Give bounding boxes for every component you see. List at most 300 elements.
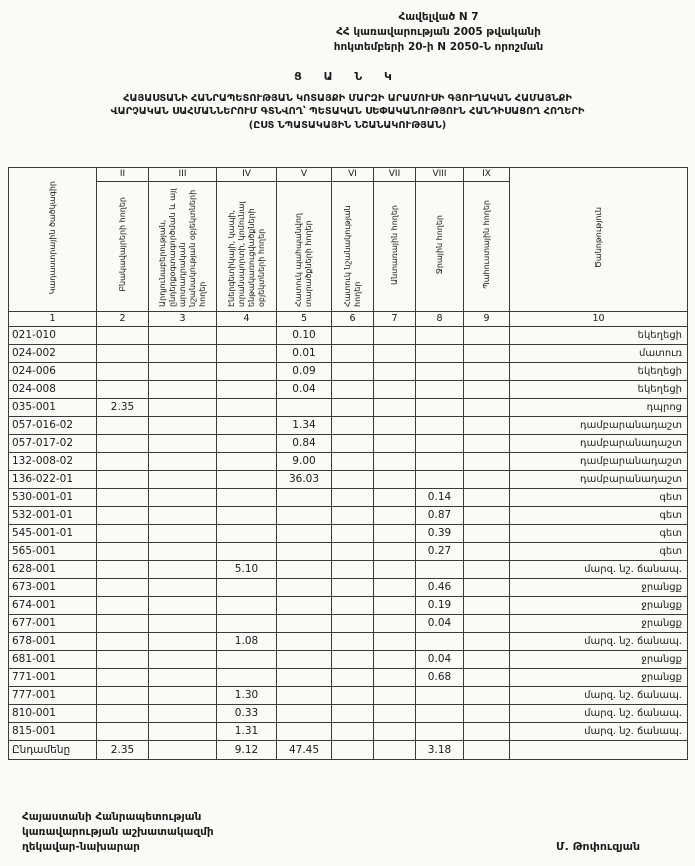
- value-cell-col-2: [97, 434, 149, 452]
- value-cell-col-4: [217, 434, 277, 452]
- value-cell-col-6: [332, 524, 374, 542]
- colnum-2: 2: [97, 311, 149, 326]
- header-residential-lands: [97, 181, 149, 311]
- value-cell-col-8: [416, 398, 464, 416]
- value-cell-col-5: [277, 614, 332, 632]
- cadastral-code-cell: 035-001: [9, 398, 97, 416]
- cadastral-code-cell: 021-010: [9, 326, 97, 344]
- value-cell-col-9: [464, 398, 510, 416]
- value-cell-col-6: [332, 416, 374, 434]
- table-row: [9, 416, 688, 434]
- value-cell-col-9: [464, 344, 510, 362]
- table-row: [9, 524, 688, 542]
- value-cell-col-8: [416, 704, 464, 722]
- table-row: [9, 560, 688, 578]
- value-cell-col-2: [97, 452, 149, 470]
- value-cell-col-6: [332, 488, 374, 506]
- value-cell-col-7: [374, 560, 416, 578]
- table-row: [9, 488, 688, 506]
- value-cell-col-6: [332, 560, 374, 578]
- value-cell-col-9: [464, 578, 510, 596]
- value-cell-col-3: [149, 596, 217, 614]
- value-cell-col-8: [416, 344, 464, 362]
- value-cell-col-5: 0.01: [277, 344, 332, 362]
- value-cell-col-6: [332, 596, 374, 614]
- table-row: [9, 650, 688, 668]
- value-cell-col-5: 0.10: [277, 326, 332, 344]
- value-cell-col-5: [277, 560, 332, 578]
- value-cell-col-2: [97, 326, 149, 344]
- value-cell-col-3: [149, 560, 217, 578]
- value-cell-col-4: [217, 650, 277, 668]
- value-cell-col-5: [277, 722, 332, 740]
- value-cell-col-7: [374, 488, 416, 506]
- value-cell-col-8: 0.87: [416, 506, 464, 524]
- value-cell-col-7: [374, 740, 416, 759]
- value-cell-col-7: [374, 650, 416, 668]
- cadastral-code-cell: 678-001: [9, 632, 97, 650]
- value-cell-col-8: [416, 470, 464, 488]
- cadastral-code-cell: 674-001: [9, 596, 97, 614]
- roman-numeral-row: [9, 167, 688, 181]
- value-cell-col-4: [217, 488, 277, 506]
- value-cell-col-8: [416, 452, 464, 470]
- value-cell-col-2: 2.35: [97, 740, 149, 759]
- value-cell-col-5: [277, 632, 332, 650]
- value-cell-col-7: [374, 470, 416, 488]
- note-cell: դամբարանադաշտ: [510, 452, 688, 470]
- value-cell-col-3: [149, 668, 217, 686]
- value-cell-col-7: [374, 632, 416, 650]
- value-cell-col-6: [332, 578, 374, 596]
- value-cell-col-8: [416, 434, 464, 452]
- cadastral-code-cell: 024-006: [9, 362, 97, 380]
- value-cell-col-5: 0.04: [277, 380, 332, 398]
- cadastral-code-cell: 677-001: [9, 614, 97, 632]
- value-cell-col-6: [332, 344, 374, 362]
- value-cell-col-9: [464, 434, 510, 452]
- footer-line-2: կառավարության աշխատակազմի: [22, 826, 214, 839]
- cadastral-code-cell: 681-001: [9, 650, 97, 668]
- value-cell-col-3: [149, 452, 217, 470]
- cadastral-code-cell: 532-001-01: [9, 506, 97, 524]
- table-row: [9, 578, 688, 596]
- value-cell-col-4: 9.12: [217, 740, 277, 759]
- note-cell: դպրոց: [510, 398, 688, 416]
- header-reserve-lands-label: Պահուստային հողեր: [481, 200, 491, 290]
- value-cell-col-9: [464, 380, 510, 398]
- value-cell-col-6: [332, 614, 374, 632]
- note-cell: դամբարանադաշտ: [510, 470, 688, 488]
- colnum-1: 1: [9, 311, 97, 326]
- note-cell: եկեղեցի: [510, 362, 688, 380]
- value-cell-col-4: [217, 452, 277, 470]
- value-cell-col-6: [332, 542, 374, 560]
- header-infrastructure-lands: [217, 181, 277, 311]
- value-cell-col-3: [149, 578, 217, 596]
- colnum-9: 9: [464, 311, 510, 326]
- table-row: [9, 398, 688, 416]
- note-cell: ջրանցք: [510, 650, 688, 668]
- value-cell-col-4: 1.30: [217, 686, 277, 704]
- value-cell-col-6: [332, 740, 374, 759]
- value-cell-col-5: [277, 704, 332, 722]
- signature-name: Մ. Թոփուզյան: [556, 840, 641, 853]
- value-cell-col-9: [464, 362, 510, 380]
- value-cell-col-5: [277, 506, 332, 524]
- value-cell-col-7: [374, 326, 416, 344]
- value-cell-col-9: [464, 740, 510, 759]
- cadastral-code-cell: 024-002: [9, 344, 97, 362]
- value-cell-col-9: [464, 452, 510, 470]
- value-cell-col-3: [149, 506, 217, 524]
- value-cell-col-8: [416, 380, 464, 398]
- value-cell-col-4: [217, 380, 277, 398]
- value-cell-col-5: [277, 686, 332, 704]
- table-row: [9, 704, 688, 722]
- value-cell-col-2: [97, 578, 149, 596]
- value-cell-col-5: 47.45: [277, 740, 332, 759]
- table-row: [9, 452, 688, 470]
- value-cell-col-7: [374, 704, 416, 722]
- value-cell-col-9: [464, 722, 510, 740]
- note-cell: եկեղեցի: [510, 326, 688, 344]
- note-cell: ջրանցք: [510, 614, 688, 632]
- value-cell-col-2: [97, 524, 149, 542]
- note-cell: դամբարանադաշտ: [510, 416, 688, 434]
- value-cell-col-9: [464, 614, 510, 632]
- table-body: [9, 326, 688, 759]
- value-cell-col-2: [97, 632, 149, 650]
- value-cell-col-4: [217, 470, 277, 488]
- footer-line-1: Հայաստանի Հանրապետության: [22, 811, 202, 823]
- value-cell-col-9: [464, 596, 510, 614]
- value-cell-col-9: [464, 668, 510, 686]
- roman-col-8: VIII: [416, 167, 464, 181]
- cadastral-code-cell: 057-016-02: [9, 416, 97, 434]
- value-cell-col-5: [277, 596, 332, 614]
- value-cell-col-6: [332, 632, 374, 650]
- value-cell-col-8: 0.68: [416, 668, 464, 686]
- value-cell-col-5: 1.34: [277, 416, 332, 434]
- total-row: [9, 740, 688, 759]
- header-special-purpose-lands: [332, 181, 374, 311]
- roman-col-7: VII: [374, 167, 416, 181]
- roman-col-6: VI: [332, 167, 374, 181]
- title-line-2: ՎԱՐՉԱԿԱՆ ՍԱՀՄԱՆՆԵՐՈՒՄ ԳՏՆՎՈՂ՝ ՊԵՏԱԿԱՆ ՍԵՓԱԿԱՆՈՒԹՅՈՒՆ ՀԱՆԴԻՍԱՑՈՂ ՀՈՂԵՐԻ: [110, 106, 585, 118]
- header-residential-lands-label: Բնակավայրերի հողեր: [117, 197, 127, 293]
- header-forest-lands: [374, 181, 416, 311]
- table-row: [9, 614, 688, 632]
- value-cell-col-2: [97, 668, 149, 686]
- note-cell: մարզ. նշ. ճանապ.: [510, 686, 688, 704]
- value-cell-col-2: [97, 506, 149, 524]
- note-cell: մարզ. նշ. ճանապ.: [510, 560, 688, 578]
- column-numbering-row: [9, 311, 688, 326]
- value-cell-col-6: [332, 506, 374, 524]
- value-cell-col-3: [149, 416, 217, 434]
- value-cell-col-3: [149, 650, 217, 668]
- value-cell-col-7: [374, 344, 416, 362]
- note-cell: գետ: [510, 542, 688, 560]
- header-cadastral-code: [9, 167, 97, 311]
- value-cell-col-7: [374, 452, 416, 470]
- value-cell-col-5: [277, 542, 332, 560]
- title-line-3: (ԸՍՏ ՆՊԱՏԱԿԱՅԻՆ ՆՇԱՆԱԿՈՒԹՅԱՆ): [248, 120, 447, 132]
- colnum-5: 5: [277, 311, 332, 326]
- value-cell-col-4: [217, 506, 277, 524]
- note-cell: մարզ. նշ. ճանապ.: [510, 632, 688, 650]
- land-parcels-table: [8, 167, 688, 760]
- header-water-lands: [416, 181, 464, 311]
- cadastral-code-cell: 024-008: [9, 380, 97, 398]
- header-infrastructure-lands-label: Էներգետիկայի, կապի, տրանսպորտի, կոմունալ ենթակառուցվածքների օբյեկտների հողեր: [226, 201, 266, 307]
- value-cell-col-7: [374, 398, 416, 416]
- value-cell-col-9: [464, 686, 510, 704]
- colnum-8: 8: [416, 311, 464, 326]
- value-cell-col-5: 0.09: [277, 362, 332, 380]
- value-cell-col-2: [97, 344, 149, 362]
- note-cell: գետ: [510, 488, 688, 506]
- list-title-word: Ց Ա Ն Կ: [294, 69, 401, 83]
- value-cell-col-3: [149, 380, 217, 398]
- value-cell-col-8: 0.04: [416, 650, 464, 668]
- table-row: [9, 470, 688, 488]
- value-cell-col-9: [464, 704, 510, 722]
- value-cell-col-3: [149, 344, 217, 362]
- value-cell-col-3: [149, 470, 217, 488]
- value-cell-col-2: [97, 722, 149, 740]
- value-cell-col-2: [97, 650, 149, 668]
- value-cell-col-3: [149, 704, 217, 722]
- value-cell-col-2: [97, 416, 149, 434]
- value-cell-col-7: [374, 542, 416, 560]
- header-water-lands-label: Ջրային հողեր: [434, 215, 444, 275]
- value-cell-col-5: [277, 668, 332, 686]
- cadastral-code-cell: 628-001: [9, 560, 97, 578]
- cadastral-code-cell: 530-001-01: [9, 488, 97, 506]
- value-cell-col-7: [374, 578, 416, 596]
- value-cell-col-6: [332, 668, 374, 686]
- table-row: [9, 686, 688, 704]
- value-cell-col-3: [149, 362, 217, 380]
- cadastral-code-cell: 057-017-02: [9, 434, 97, 452]
- appendix-line-3: հոկտեմբերի 20-ի N 2050-Ն որոշման: [333, 41, 544, 54]
- value-cell-col-9: [464, 650, 510, 668]
- value-cell-col-3: [149, 614, 217, 632]
- colnum-10: 10: [510, 311, 688, 326]
- value-cell-col-7: [374, 722, 416, 740]
- value-cell-col-6: [332, 686, 374, 704]
- value-cell-col-9: [464, 632, 510, 650]
- cadastral-code-cell: 810-001: [9, 704, 97, 722]
- value-cell-col-4: 5.10: [217, 560, 277, 578]
- value-cell-col-2: 2.35: [97, 398, 149, 416]
- value-cell-col-7: [374, 614, 416, 632]
- table-row: [9, 326, 688, 344]
- value-cell-col-5: [277, 650, 332, 668]
- value-cell-col-2: [97, 488, 149, 506]
- cadastral-code-cell: 815-001: [9, 722, 97, 740]
- roman-col-3: III: [149, 167, 217, 181]
- value-cell-col-7: [374, 668, 416, 686]
- document-title: [8, 70, 687, 133]
- value-cell-col-2: [97, 560, 149, 578]
- value-cell-col-8: 0.14: [416, 488, 464, 506]
- value-cell-col-9: [464, 470, 510, 488]
- value-cell-col-2: [97, 470, 149, 488]
- value-cell-col-3: [149, 434, 217, 452]
- note-cell: ջրանցք: [510, 668, 688, 686]
- value-cell-col-6: [332, 650, 374, 668]
- value-cell-col-2: [97, 614, 149, 632]
- value-cell-col-4: [217, 614, 277, 632]
- value-cell-col-2: [97, 704, 149, 722]
- roman-col-9: IX: [464, 167, 510, 181]
- cadastral-code-cell: 777-001: [9, 686, 97, 704]
- value-cell-col-2: [97, 362, 149, 380]
- value-cell-col-4: [217, 326, 277, 344]
- value-cell-col-9: [464, 560, 510, 578]
- note-cell: ջրանցք: [510, 578, 688, 596]
- table-row: [9, 362, 688, 380]
- total-label-cell: Ընդամենը: [9, 740, 97, 759]
- value-cell-col-6: [332, 704, 374, 722]
- value-cell-col-8: 0.27: [416, 542, 464, 560]
- note-cell: գետ: [510, 524, 688, 542]
- header-notes-label: Ծանոթություն: [593, 207, 603, 269]
- header-forest-lands-label: Անտառային հողեր: [389, 204, 399, 285]
- value-cell-col-9: [464, 542, 510, 560]
- cadastral-code-cell: 132-008-02: [9, 452, 97, 470]
- value-cell-col-8: 0.39: [416, 524, 464, 542]
- value-cell-col-3: [149, 686, 217, 704]
- table-header: [9, 167, 688, 326]
- value-cell-col-4: [217, 344, 277, 362]
- colnum-4: 4: [217, 311, 277, 326]
- value-cell-col-6: [332, 452, 374, 470]
- value-cell-col-6: [332, 722, 374, 740]
- header-industrial-lands: [149, 181, 217, 311]
- header-cadastral-code-label: Կադաստրային ծածկագիր: [47, 181, 57, 295]
- appendix-line-1: Հավելված N 7: [398, 11, 479, 23]
- table-row: [9, 632, 688, 650]
- value-cell-col-5: 9.00: [277, 452, 332, 470]
- value-cell-col-5: [277, 578, 332, 596]
- value-cell-col-6: [332, 470, 374, 488]
- colnum-6: 6: [332, 311, 374, 326]
- value-cell-col-3: [149, 722, 217, 740]
- table-row: [9, 506, 688, 524]
- value-cell-col-8: [416, 686, 464, 704]
- value-cell-col-8: 0.46: [416, 578, 464, 596]
- table-row: [9, 596, 688, 614]
- value-cell-col-3: [149, 326, 217, 344]
- colnum-7: 7: [374, 311, 416, 326]
- footer-signatory-block: [22, 810, 214, 856]
- value-cell-col-4: 1.08: [217, 632, 277, 650]
- value-cell-col-5: [277, 488, 332, 506]
- value-cell-col-7: [374, 596, 416, 614]
- cadastral-code-cell: 136-022-01: [9, 470, 97, 488]
- header-protected-lands-label: Հատուկ պահպանվող տարածքների հողեր: [294, 212, 313, 307]
- table-row: [9, 542, 688, 560]
- value-cell-col-7: [374, 524, 416, 542]
- header-special-purpose-lands-label: Հատուկ նշանակության հողեր: [342, 205, 362, 307]
- table-row: [9, 668, 688, 686]
- value-cell-col-3: [149, 632, 217, 650]
- value-cell-col-4: [217, 524, 277, 542]
- value-cell-col-8: 0.04: [416, 614, 464, 632]
- value-cell-col-8: 3.18: [416, 740, 464, 759]
- value-cell-col-9: [464, 506, 510, 524]
- roman-col-2: II: [97, 167, 149, 181]
- header-industrial-lands-label: Արդյունաբերության, ընդերքօգտագործման և այլ արտադրական նշանակության օբյեկտների հողեր: [157, 188, 207, 307]
- value-cell-col-4: 0.33: [217, 704, 277, 722]
- value-cell-col-9: [464, 524, 510, 542]
- value-cell-col-3: [149, 542, 217, 560]
- value-cell-col-6: [332, 326, 374, 344]
- cadastral-code-cell: 771-001: [9, 668, 97, 686]
- value-cell-col-5: 0.84: [277, 434, 332, 452]
- note-cell: ջրանցք: [510, 596, 688, 614]
- value-cell-col-5: [277, 524, 332, 542]
- title-line-1: ՀԱՅԱՍՏԱՆԻ ՀԱՆՐԱՊԵՏՈՒԹՅԱՆ ԿՈՏԱՅՔԻ ՄԱՐԶԻ ԱՐԱՄՈՒՍԻ ԳՅՈՒՂԱԿԱՆ ՀԱՄԱՅՆՔԻ: [123, 92, 572, 104]
- table-row: [9, 434, 688, 452]
- value-cell-col-3: [149, 398, 217, 416]
- value-cell-col-8: [416, 560, 464, 578]
- value-cell-col-7: [374, 506, 416, 524]
- cadastral-code-cell: 673-001: [9, 578, 97, 596]
- note-cell: մատուռ: [510, 344, 688, 362]
- appendix-block: [296, 10, 581, 56]
- note-cell: եկեղեցի: [510, 380, 688, 398]
- value-cell-col-3: [149, 740, 217, 759]
- value-cell-col-9: [464, 416, 510, 434]
- value-cell-col-7: [374, 362, 416, 380]
- table-row: [9, 344, 688, 362]
- value-cell-col-4: [217, 542, 277, 560]
- value-cell-col-7: [374, 380, 416, 398]
- value-cell-col-8: 0.19: [416, 596, 464, 614]
- cadastral-code-cell: 545-001-01: [9, 524, 97, 542]
- value-cell-col-5: [277, 398, 332, 416]
- value-cell-col-8: [416, 362, 464, 380]
- value-cell-col-4: [217, 596, 277, 614]
- roman-col-5: V: [277, 167, 332, 181]
- value-cell-col-4: [217, 398, 277, 416]
- value-cell-col-4: [217, 668, 277, 686]
- value-cell-col-2: [97, 596, 149, 614]
- header-reserve-lands: [464, 181, 510, 311]
- note-cell: [510, 740, 688, 759]
- value-cell-col-4: [217, 578, 277, 596]
- note-cell: գետ: [510, 506, 688, 524]
- value-cell-col-8: [416, 416, 464, 434]
- value-cell-col-8: [416, 722, 464, 740]
- note-cell: դամբարանադաշտ: [510, 434, 688, 452]
- value-cell-col-9: [464, 488, 510, 506]
- footer-line-3: ղեկավար-նախարար: [22, 841, 140, 854]
- cadastral-code-cell: 565-001: [9, 542, 97, 560]
- value-cell-col-4: [217, 362, 277, 380]
- table-row: [9, 722, 688, 740]
- value-cell-col-2: [97, 542, 149, 560]
- value-cell-col-4: 1.31: [217, 722, 277, 740]
- table-row: [9, 380, 688, 398]
- value-cell-col-3: [149, 488, 217, 506]
- header-protected-lands: [277, 181, 332, 311]
